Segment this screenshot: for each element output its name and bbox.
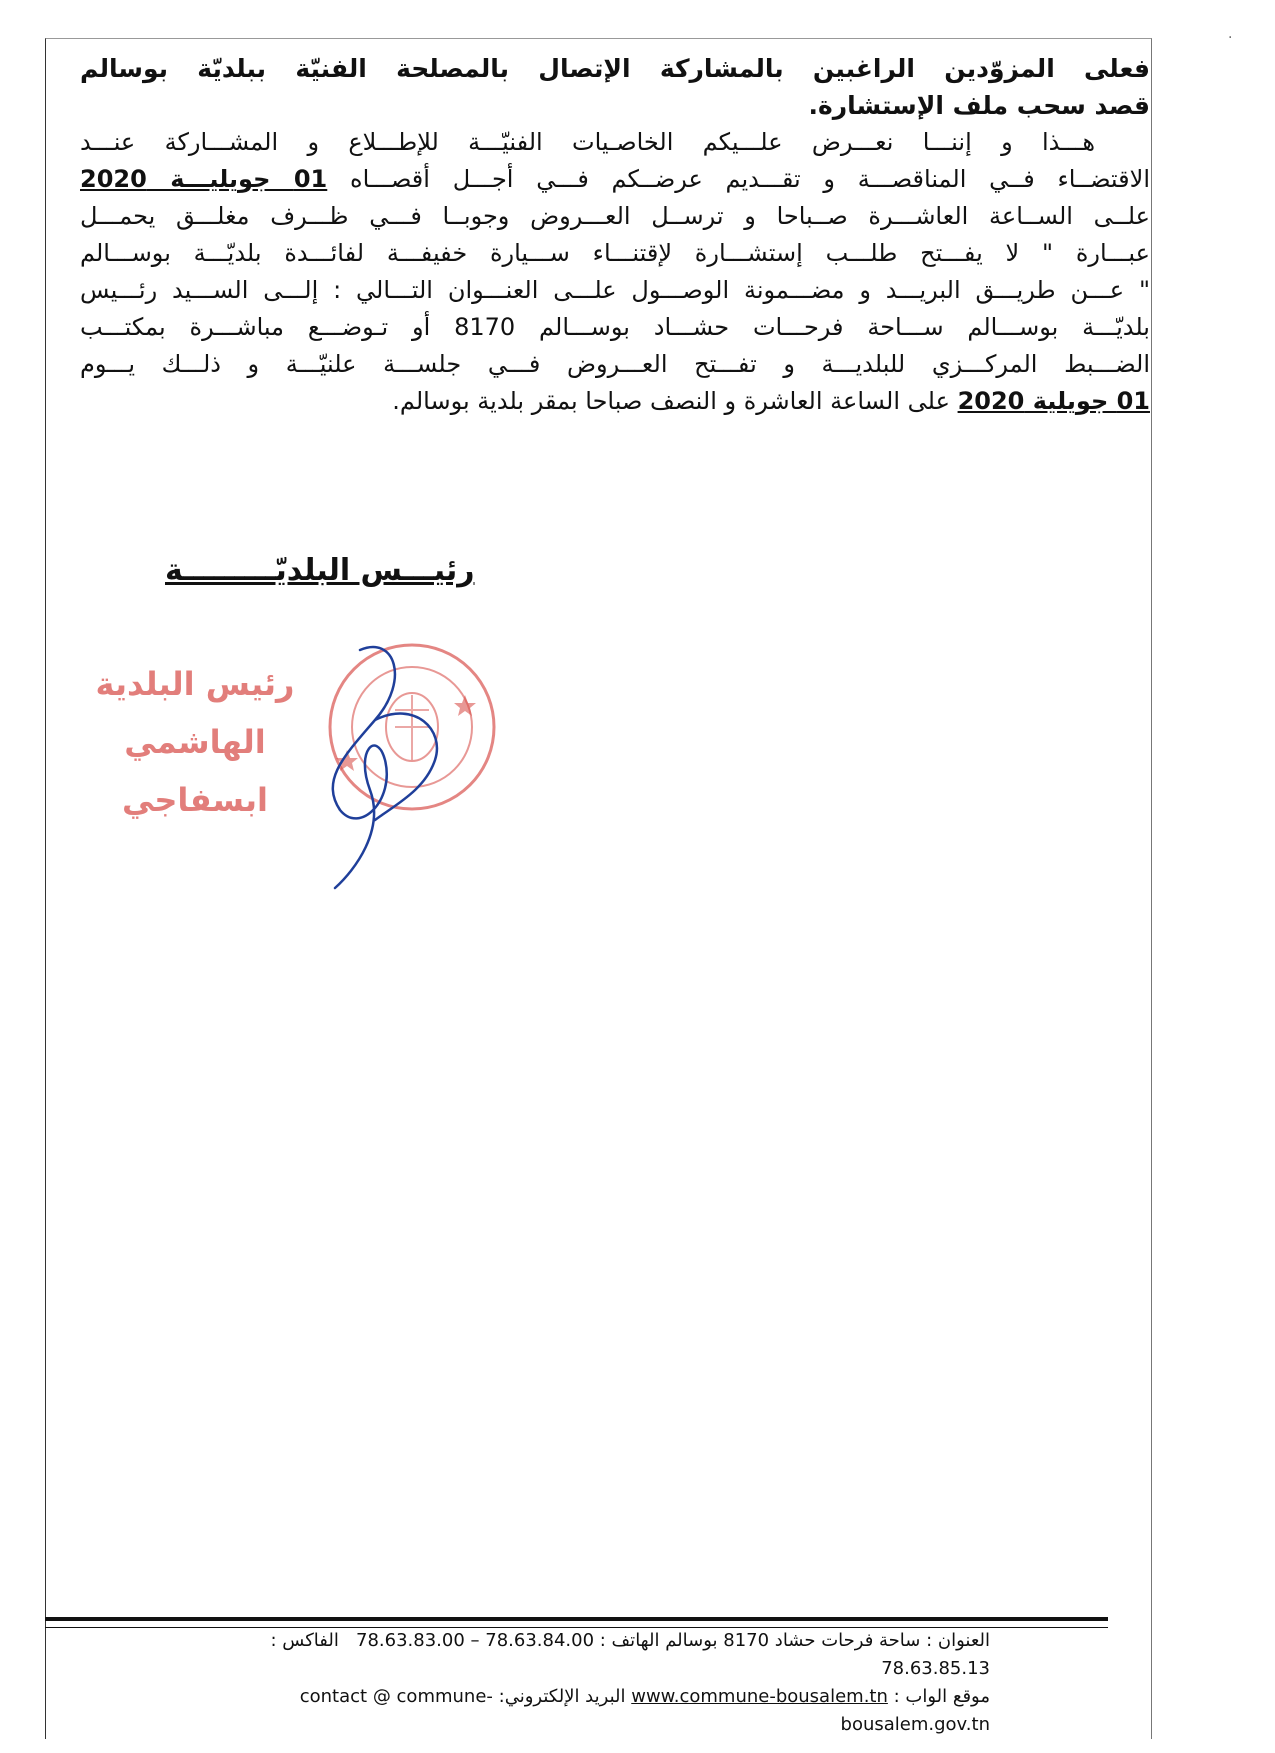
letter-body <box>80 50 1150 420</box>
name-stamp <box>75 655 315 829</box>
letter-line-9: الضـــبط المركـــزي للبلديـــة و تفـــتح العـــروض فـــي جلســـة علنيّـــة و ذلـــك يـــوم <box>80 350 1150 378</box>
letter-line-10-text: على الساعة العاشرة و النصف صباحا بمقر بلدية بوسالم. <box>392 387 950 415</box>
footer-phone-numbers: 78.63.83.00 – 78.63.84.00 <box>356 1630 595 1651</box>
footer-address: العنوان : ساحة فرحات حشاد 8170 بوسالم <box>665 1630 990 1651</box>
footer-line-1 <box>160 1627 990 1683</box>
signature-title: رئيـــس البلديّـــــــــة <box>165 553 475 588</box>
letter-line-8: بلديّـــة بوســـالم ســـاحة فرحـــات حشـــاد بوســـالم 8170 أو تـوضـــع مباشـــرة بمكتـــب <box>80 313 1150 341</box>
letter-line-4-text: الاقتضــاء فــي المناقصـــة و تقـــديم عرضــكم فـــي أجـــل أقصـــاه <box>350 165 1150 193</box>
letter-line-5: علــى الســاعة العاشـــرة صــباحا و ترســل العـــروض وجوبــا فـــي ظـــرف مغلـــق يحمـــل <box>80 202 1150 230</box>
stamp-line-1: رئيس البلدية <box>95 665 295 703</box>
letter-line-4 <box>80 161 1150 198</box>
footer-web-label: موقع الواب : <box>893 1686 990 1707</box>
footer-fax-number: 78.63.85.13 <box>881 1658 990 1679</box>
letter-line-2: قصد سحب ملف الإستشارة. <box>808 91 1150 120</box>
letter-line-1: فعلى المزوّدين الراغبين بالمشاركة الإتصال بالمصلحة الفنيّة ببلديّة بوسالم <box>80 54 1150 83</box>
footer-fax-label: الفاكس : <box>270 1630 339 1651</box>
footer-website-link[interactable]: www.commune-bousalem.tn <box>631 1686 888 1707</box>
stamp-line-2: الهاشمي ابسفاجي <box>121 723 269 819</box>
footer-rule-thick <box>45 1617 1108 1621</box>
footer-line-2 <box>160 1683 990 1739</box>
deadline-date: 01 جويليـــة 2020 <box>80 165 328 193</box>
footer-email-label: البريد الإلكتروني: <box>498 1686 626 1707</box>
letter-line-3: هـــذا و إننـــا نعـــرض علـــيكم الخاصـيات الفنيّـــة للإطـــلاع و المشـــاركة عنـــد <box>80 128 1095 156</box>
handwritten-signature-icon <box>315 640 480 890</box>
letter-line-6: عبـــارة " لا يفـــتح طلـــب إستشـــارة لإقتنـــاء ســـيارة خفيفـــة لفائـــدة بلديّـــة بوســـالم <box>80 239 1150 267</box>
corner-mark: · <box>1228 30 1233 46</box>
footer-email[interactable]: contact @ commune-bousalem.gov.tn <box>299 1686 990 1735</box>
footer-phone-label: الهاتف : <box>599 1630 660 1651</box>
opening-date: 01 جويلية 2020 <box>957 387 1150 415</box>
letter-line-7: " عـــن طريـــق البريـــد و مضـــمونة الوصـــول علـــى العنـــوان التـــالي : إلـــى الســـيد رئـــيس <box>80 276 1150 304</box>
letter-line-10 <box>80 383 1150 420</box>
footer <box>160 1627 990 1739</box>
